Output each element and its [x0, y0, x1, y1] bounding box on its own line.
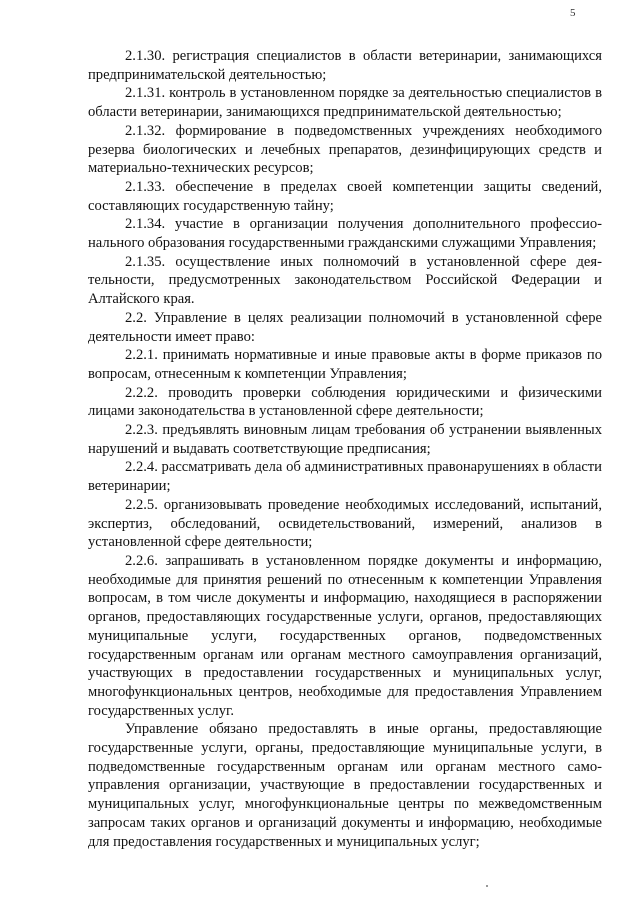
scan-speck [486, 885, 488, 887]
paragraph-2-2-2: 2.2.2. проводить проверки соблюдения юридическими и физическими лицами законодательства в установленной сфере деятельности; [88, 384, 602, 420]
paragraph-2-2-3: 2.2.3. предъявлять виновным лицам требования об устранении выявленных нарушений и выдавать соответствующие предписания; [88, 422, 602, 457]
paragraph-2-1-33: 2.1.33. обеспечение в пределах своей компетенции защиты сведений, составляющих государственную тайну; [88, 178, 602, 214]
document-body [88, 47, 602, 851]
page-number: 5 [570, 7, 576, 19]
paragraph-2-1-31: 2.1.31. контроль в установленном порядке за деятельностью специалистов в области ветеринарии, занимающихся предпринимательской деятельностью; [88, 85, 602, 121]
paragraph-2-2-1: 2.2.1. принимать нормативные и иные правовые акты в форме приказов по вопросам, отнесенным к компетенции Управления; [88, 347, 602, 382]
paragraph-2-2-6: 2.2.6. запрашивать в установленном порядке документы и информацию, необходимые для принятия решений по отнесенным к компетенции Управления вопросам, в том числе документы и информацию, находящиеся в распоряжении органов, предоставляющих государственные услуги, органов, предоставляющих муниципальные услуги, государственных органов, подведомственных государственным органам или органам местного самоуправления организаций, участвующих в предоставлении государственных и муниципальных услуг, многофункциональных центров, необходимые для предоставления Управлением государственных услуг. [88, 552, 602, 719]
paragraph-2-1-30: 2.1.30. регистрация специалистов в области ветеринарии, занимающихся предпринимательской деятельностью; [88, 48, 602, 83]
paragraph-2-2: 2.2. Управление в целях реализации полномочий в установленной сфере деятельности имеет право: [88, 309, 602, 345]
paragraph-2-1-34: 2.1.34. участие в организации получения дополнительного профессионального образования государственными гражданскими служащими Управления; [88, 216, 602, 252]
paragraph-2-1-35: 2.1.35. осуществление иных полномочий в установленной сфере деятельности, предусмотренных законодательством Российской Федерации и Алтайского края. [88, 253, 602, 308]
paragraph-2-1-32: 2.1.32. формирование в подведомственных учреждениях необходимого резерва биологических и лечебных препаратов, дезинфицирующих средств и материально-технических ресурсов; [88, 122, 602, 177]
paragraph-2-2-5: 2.2.5. организовывать проведение необходимых исследований, испытаний, экспертиз, обследований, освидетельствований, измерений, анализов в установленной сфере деятельности; [88, 496, 602, 551]
paragraph-obligation: Управление обязано предоставлять в иные органы, предоставляющие государственные услуги, органы, предоставляющие муниципальные услуги, в подведомственные государственным органам или органам местного самоуправления организации, участвующие в предоставлении государственных и муниципальных услуг, многофункциональные центры по межведомственным запросам таких органов и организаций документы и информацию, необходимые для предоставления государственных и муниципальных услуг; [88, 721, 602, 850]
paragraph-2-2-4: 2.2.4. рассматривать дела об административных правонарушениях в области ветеринарии; [88, 459, 602, 495]
